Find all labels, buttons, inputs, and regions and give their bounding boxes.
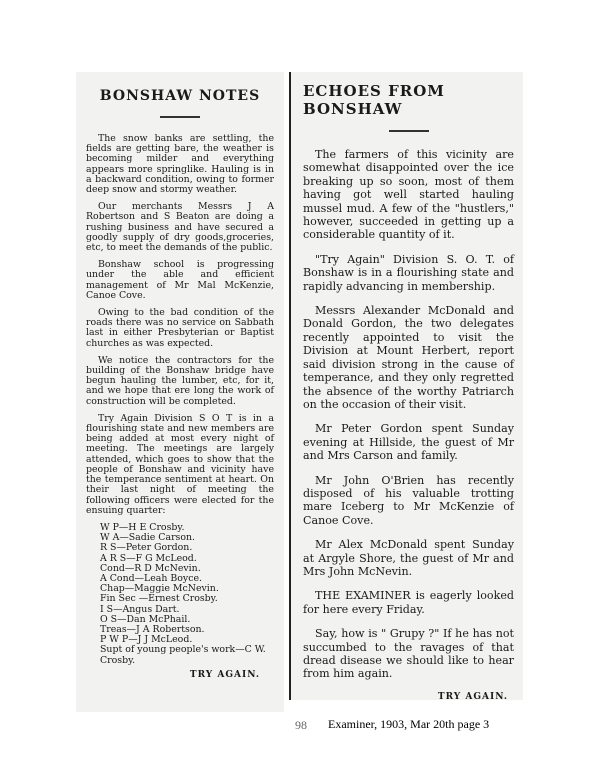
right-paragraph: Mr John O'Brien has recently disposed of his valuable trotting mare Iceberg to Mr McKenzie of Canoe Cove.	[303, 473, 514, 527]
officer-entry: Chap—Maggie McNevin.	[100, 583, 219, 595]
officer-entry: W A—Sadie Carson.	[100, 532, 196, 544]
left-paragraph: Owing to the bad condition of the roads there was no service on Sabbath last in either Presbyterian or Baptist churches as was expected.	[86, 307, 274, 349]
right-paragraph: THE EXAMINER is eagerly looked for here every Friday.	[303, 589, 514, 616]
left-column-title: BONSHAW NOTES	[99, 88, 261, 104]
officer-entry: Treas—J A Robertson.	[100, 623, 205, 635]
source-caption: Examiner, 1903, Mar 20th page 3	[328, 717, 490, 731]
left-clipping	[76, 72, 284, 712]
page-number: 98	[295, 718, 307, 732]
left-paragraph: The snow banks are settling, the fields are getting bare, the weather is becoming milder and everything appears more springlike. Hauling is in a backward condition, owing to former deep snow and stormy weather.	[86, 133, 274, 196]
left-signature: TRY AGAIN.	[189, 669, 260, 680]
officer-entry: I S—Angus Dart.	[100, 603, 180, 615]
officer-entry: P W P—J J McLeod.	[100, 634, 193, 646]
right-paragraph: "Try Again" Division S. O. T. of Bonshaw is in a flourishing state and rapidly advancing in membership.	[303, 252, 514, 293]
right-paragraph: The farmers of this vicinity are somewhat disappointed over the ice breaking up so soon, most of them having got well started hauling mussel mud. A few of the "hustlers," however, succeeded in getting up a considerable quantity of it.	[303, 148, 514, 242]
title-divider	[160, 116, 200, 118]
officer-entry: O S—Dan McPhail.	[100, 613, 191, 625]
right-clipping	[289, 72, 523, 700]
officer-entry: A Cond—Leah Boyce.	[100, 572, 202, 584]
left-paragraph: Try Again Division S O T is in a flourishing state and new members are being added at most every night of meeting. The meetings are largely attended, which goes to show that the people of Bonshaw and vicinity have the temperance sentiment at heart. On their last night of meeting the following officers were elected for the ensuing quarter:	[86, 412, 274, 516]
right-column-title: ECHOES FROM BONSHAW	[303, 82, 445, 118]
right-paragraph: Say, how is " Grupy ?" If he has not succumbed to the ravages of that dread disease we should like to hear from him again.	[303, 627, 514, 681]
title-divider	[389, 130, 429, 132]
officer-entry: Cond—R D McNevin.	[100, 562, 201, 574]
left-paragraph: We notice the contractors for the building of the Bonshaw bridge have begun hauling the lumber, etc, for it, and we hope that ere long the work of construction will be completed.	[86, 354, 274, 407]
officer-entry: Supt of young people's work—C W. Crosby.	[100, 644, 266, 666]
right-paragraph: Mr Peter Gordon spent Sunday evening at Hillside, the guest of Mr and Mrs Carson and family.	[303, 422, 514, 463]
officer-entry: A R S—F G McLeod.	[100, 552, 197, 564]
left-paragraph: Bonshaw school is progressing under the able and efficient management of Mr Mal McKenzie, Canoe Cove.	[86, 259, 274, 301]
left-paragraph: Our merchants Messrs J A Robertson and S Beaton are doing a rushing business and have secured a goodly supply of dry goods,groceries, etc, to meet the demands of the public.	[86, 201, 274, 254]
officer-list	[86, 523, 274, 666]
officer-entry: R S—Peter Gordon.	[100, 542, 193, 554]
right-paragraph: Messrs Alexander McDonald and Donald Gordon, the two delegates recently appointed to visit the Division at Mount Herbert, report said division strong in the cause of temperance, and they only regretted the absence of the worthy Patriarch on the occasion of their visit.	[303, 304, 514, 411]
right-paragraph: Mr Alex McDonald spent Sunday at Argyle Shore, the guest of Mr and Mrs John McNevin.	[303, 538, 514, 578]
officer-entry: W P—H E Crosby.	[100, 521, 185, 533]
officer-entry: Fin Sec —Ernest Crosby.	[100, 593, 218, 605]
right-signature: TRY AGAIN.	[437, 691, 508, 702]
